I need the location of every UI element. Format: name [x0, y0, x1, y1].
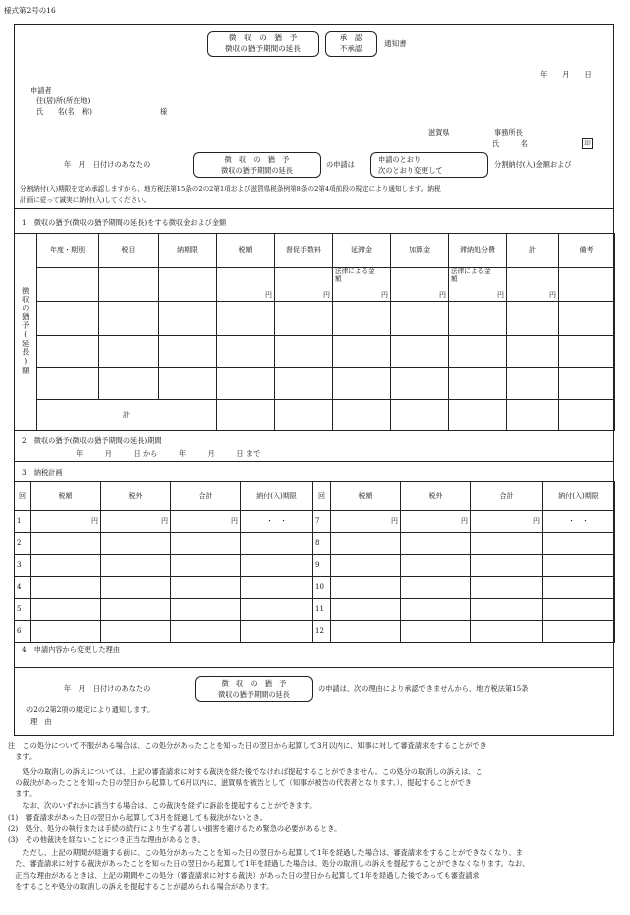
- s3-h-tax: 税額: [31, 482, 101, 511]
- header-reminder-fee: 督促手数料: [275, 234, 333, 268]
- s3-round: 8: [313, 533, 331, 555]
- s3-dots: ・ ・: [543, 511, 615, 533]
- title-reject: 不承認: [339, 44, 363, 53]
- s3-round: 10: [313, 577, 331, 599]
- s1-cell: [37, 268, 99, 302]
- approval-line2: 分割納付(入)期限を定め承認しますから、地方税法第15条の2の2第1項および滋賀県税条例第8条の2第4項前段の規定により通知します。納税: [20, 185, 441, 193]
- s3-round: 9: [313, 555, 331, 577]
- s3-dots: ・ ・: [241, 511, 313, 533]
- header-tax-item: 税目: [99, 234, 159, 268]
- section2-title: 2 徴収の猶予(徴収の猶予期間の延長)期間: [22, 436, 162, 445]
- section1-table: [14, 233, 615, 431]
- issuer-prefecture: 滋賀県: [428, 128, 450, 137]
- note-line: なお、次のいずれかに該当する場合は、この裁決を経ずに訴訟を提起することができます。: [8, 801, 317, 810]
- s3-round-7: 7: [313, 511, 331, 533]
- yen-label: 円: [549, 291, 556, 300]
- note-line: 正当な理由があるときは、上記の期間やこの処分（審査請求に対する裁決）があった日の翌日から起算して1年を経過した後であっても審査請求: [8, 871, 480, 880]
- yen-label: 円: [381, 291, 388, 300]
- seal-mark: 印: [582, 138, 593, 149]
- rejection-line2: の2の2第2項の規定により通知します。: [26, 705, 155, 714]
- s3-round-1: 1: [15, 511, 31, 533]
- s3-round: 11: [313, 599, 331, 621]
- s3-h-sum-r: 合計: [471, 482, 543, 511]
- header-remarks: 備考: [559, 234, 615, 268]
- form-id: 様式第2号の16: [4, 6, 56, 15]
- approval-choice1: 申請のとおり: [378, 155, 422, 164]
- title-line2: 徴収の猶予期間の延長: [225, 44, 301, 53]
- s3-round: 2: [15, 533, 31, 555]
- note-line: ます。: [8, 789, 37, 798]
- title-line1: 徴 収 の 猶 予: [228, 33, 298, 42]
- section4-title: 4 申請内容から変更した理由: [22, 645, 121, 654]
- note-line: をすることや処分の取消しの訴えを提起することが認められる場合があります。: [8, 882, 274, 891]
- s3-yen: 円: [31, 511, 101, 533]
- s3-h-sum: 合計: [171, 482, 241, 511]
- s3-round: 5: [15, 599, 31, 621]
- approval-brace-line1: 徴 収 の 猶 予: [224, 155, 290, 164]
- note-line: (3) その他裁決を経ないことにつき正当な理由があるとき。: [8, 835, 205, 844]
- s1-cell-tax: [217, 268, 275, 302]
- approval-choice2: 次のとおり変更して: [378, 166, 443, 175]
- note-line: の裁決があったことを知った日の翌日から起算して6月以内に、滋賀県を被告として（知事が被告の代表者となります。）、提起することができ: [8, 778, 472, 787]
- s3-yen: 円: [471, 511, 543, 533]
- note-line: た、審査請求に対する裁決があったことを知った日の翌日から起算して1年を経過した場合は、処分の取消しの訴えを提起することができなくなります。なお、: [8, 859, 530, 868]
- header-total: 計: [507, 234, 559, 268]
- rejection-prefix: 年 月 日付けのあなたの: [64, 684, 151, 693]
- s1-cell: [99, 268, 159, 302]
- header-disposal-fee: 滞納処分費: [449, 234, 507, 268]
- title-approve: 承 認: [339, 33, 363, 42]
- header-tax-amount: 税額: [217, 234, 275, 268]
- approval-line3: 計画に従って誠実に納付(入)してください。: [20, 196, 151, 204]
- note-line: ます。: [8, 752, 37, 761]
- note-line: ただし、上記の期間が経過する前に、この処分があったことを知った日の翌日から起算して1年を経過した場合は、審査請求をすることができなくなり、ま: [8, 848, 523, 857]
- divider-2: [14, 461, 614, 462]
- s3-h-round: 回: [15, 482, 31, 511]
- rejection-text: の申請は、次の理由により承認できませんから、地方税法第15条: [318, 684, 529, 693]
- approval-suffix: 分割納付(入)金額および: [494, 160, 572, 169]
- yen-label: 円: [439, 291, 446, 300]
- note-line: (2) 処分、処分の執行または手続の続行により生ずる著しい損害を避けるため緊急の必要があるとき。: [8, 824, 342, 833]
- header-year: 年度・期別: [37, 234, 99, 268]
- divider-4: [14, 667, 614, 668]
- rejection-reason: 理 由: [30, 717, 52, 726]
- section1-side-label-cell: [15, 234, 37, 431]
- note-line: (1) 審査請求があった日の翌日から起算して3月を経過しても裁決がないとき。: [8, 813, 267, 822]
- title-suffix: 通知書: [384, 39, 407, 48]
- issuer-seal: [582, 138, 593, 149]
- date-header: 年 月 日: [540, 70, 592, 79]
- s1-cell-total: [507, 268, 559, 302]
- s3-round: 6: [15, 621, 31, 643]
- s3-h-due: 納付(入)期限: [241, 482, 313, 511]
- header-additional: 加算金: [391, 234, 449, 268]
- yen-label: 円: [323, 291, 330, 300]
- approval-brace-line2: 徴収の猶予期間の延長: [221, 166, 293, 175]
- section2-period: 年 月 日 から 年 月 日 まで: [76, 449, 261, 458]
- s3-h-nontax: 税外: [101, 482, 171, 511]
- yen-label: 円: [497, 291, 504, 300]
- s3-h-round-r: 回: [313, 482, 331, 511]
- header-late-fee: 延滞金: [333, 234, 391, 268]
- approval-prefix: 年 月 日付けのあなたの: [64, 160, 151, 169]
- s3-yen: 円: [331, 511, 401, 533]
- section1-title: 1 徴収の猶予(徴収の猶予期間の延長)をする徴収金および金額: [22, 218, 227, 227]
- yen-label: 円: [265, 291, 272, 300]
- rejection-brace-line1: 徴 収 の 猶 予: [221, 679, 287, 688]
- s3-h-due-r: 納付(入)期限: [543, 482, 615, 511]
- s1-cell-late: [333, 268, 391, 302]
- section1-table-wrap: [14, 233, 614, 430]
- s3-round: 3: [15, 555, 31, 577]
- issuer-name-line: 氏 名: [492, 139, 528, 148]
- s3-round: 4: [15, 577, 31, 599]
- applicant-label: 申請者: [30, 86, 52, 95]
- divider-1: [14, 208, 614, 209]
- s3-yen: 円: [171, 511, 241, 533]
- issuer-office: 事務所長: [494, 128, 523, 137]
- s3-round: 12: [313, 621, 331, 643]
- law-text: 法律による金額: [335, 267, 375, 283]
- s3-h-tax-r: 税額: [331, 482, 401, 511]
- section1-total-label: 計: [37, 400, 217, 431]
- law-text: 法律による金額: [451, 267, 491, 283]
- rejection-brace-line2: 徴収の猶予期間の延長: [218, 690, 290, 699]
- s3-h-nontax-r: 税外: [401, 482, 471, 511]
- applicant-address: 住(居)所(所在地): [36, 96, 91, 105]
- note-line: 注 この処分について不服がある場合は、この処分があったことを知った日の翌日から起算して3月以内に、知事に対して審査請求をすることができ: [8, 741, 487, 750]
- s3-yen: 円: [101, 511, 171, 533]
- section3-title: 3 納税計画: [22, 468, 63, 477]
- s1-cell: [559, 268, 615, 302]
- applicant-honorific: 様: [160, 107, 168, 116]
- approval-mid: の申請は: [326, 160, 355, 169]
- s1-cell: [159, 268, 217, 302]
- section3-table: [14, 481, 615, 643]
- s1-cell-disposal: [449, 268, 507, 302]
- applicant-name: 氏 名(名 称): [36, 107, 92, 116]
- s3-yen: 円: [401, 511, 471, 533]
- section3-table-wrap: [14, 481, 614, 643]
- s1-cell-add: [391, 268, 449, 302]
- section1-side-label: 徴収の猶予(延長)額: [21, 286, 31, 375]
- s1-cell-fee: [275, 268, 333, 302]
- note-line: 処分の取消しの訴えについては、上記の審査請求に対する裁決を経た後でなければ提起することができません。この処分の取消しの訴えは、こ: [8, 767, 483, 776]
- header-due-date: 納期限: [159, 234, 217, 268]
